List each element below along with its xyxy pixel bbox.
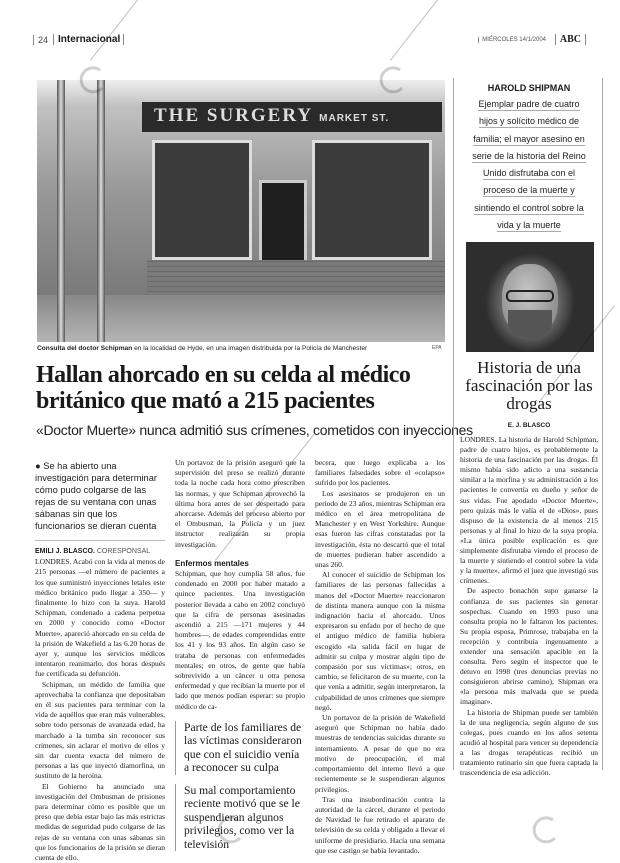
photo-pole <box>57 80 65 342</box>
paragraph: Schipman, un médido de familia que aprovechaba la confianza que depositaban en él sus pacientes para terminar con la vida de aquéllos que eran más vulnerables, sobre todo personas de avanzada edad, ha marchado a la tumba sin reconocer sus crímenes, sin aclarar el motivo de ellos y sin dar cuenta exacta del número de personas a las que inyectó diamorfina, un sustituto de la heroína. <box>35 679 165 781</box>
deck-line: sintiendo el control sobre la <box>474 202 584 213</box>
paragraph: Un portavoz de la prisión aseguró que la supervisión del preso se realizó durante toda la noche cada hora como prescriben las normas, y que Schipman aprovechó la última hora antes de ser despertado para ahorcarse. Además del proceso abierto por el Ombusman, la Policía y un juez instructor realizarán su propia investigación. <box>175 458 305 549</box>
sidebar-box <box>453 78 603 778</box>
page-header <box>33 34 586 48</box>
article-column-1 <box>35 460 165 863</box>
section-name: Internacional <box>53 34 124 45</box>
subheading: Enfermos mentales <box>175 558 249 568</box>
sidebar-article <box>454 359 604 778</box>
sign-small-text: MARKET ST. <box>319 113 390 124</box>
paragraph: Tras una insubordinación contra la autoridad de la cárcel, durante el periodo de Navidad le fue retirado el aparato de televisión de su celda y obligado a llevar el uniforme de presidiario. Hacía una semana que ese castigo se había levantado. <box>315 794 445 855</box>
sidebar-deck <box>458 96 600 234</box>
lead-summary: ● Se ha abierto una investigación para determinar cómo pudo colgarse de las rejas de su ventana con unas sábanas sin que los funcionarios se dieran cuenta <box>35 460 165 541</box>
byline-name: EMILI J. BLASCO. <box>35 548 95 555</box>
sidebar-byline: E. J. BLASCO <box>507 422 551 429</box>
paragraph: La historia de Shipman puede ser también la de una negligencia, según alguno de sus colegas, pues cuando en los años setenta acudió al hospital para vencer su dependencia a las drogas terapéuticas recibió un tratamiento rutinario sin que fuera captada la trascendencia de esa adicción. <box>460 707 598 778</box>
page-number: 24 <box>33 35 48 45</box>
article-column-3 <box>315 458 445 856</box>
portrait-glasses <box>506 290 554 302</box>
photo-window <box>312 140 432 260</box>
shipman-portrait <box>466 242 594 352</box>
deck-line: familia; el mayor asesino en <box>473 133 585 144</box>
deck-line: Ejemplar padre de cuatro <box>478 99 580 109</box>
photo-caption <box>37 345 427 352</box>
sidebar-title: Historia de una fascinación por las drogas <box>465 358 593 413</box>
subtitle: «Doctor Muerte» nunca admitió sus crímenes, cometidos con inyecciones <box>36 422 473 438</box>
byline <box>35 547 165 557</box>
lead-text: Se ha abierto una investigación para determinar cómo pudo colgarse de las rejas de su ventana con unas sábanas sin que los funcionarios se dieran cuenta <box>35 461 157 531</box>
paragraph: becera, que luego explicaba a los familiares falsedades sobre el «colapso» sufrido por los pacientes. <box>315 458 445 488</box>
paragraph: Schipman, que hoy cumplía 58 años, fue condenado en 2000 por haber matado a quince pacientes. Una investigación posterior llevada a cabo en 2002 concluyó que la cifra de personas asesinadas ascendió a 215 —171 mujeres y 44 hombres—, de edades comprendidas entre los 41 y los 93 años. En algún caso se trataba de personas con enfermedades mentales; en otros, de gente que había sobrevivido a un cáncer u otra penosa enfermedad y que recibían la muerte por el lado que menos podían esperar: su propio médico de ca- <box>175 569 305 711</box>
article-column-2 <box>175 458 305 851</box>
headline: Hallan ahorcado en su celda al médico británico que mató a 215 pacientes <box>36 362 411 414</box>
pull-quote: Parte de los familiares de las víctimas consideraron que con el suicidio venía a reconocer su culpa <box>175 721 305 775</box>
deck-line: proceso de la muerte y <box>483 185 575 196</box>
headline-block <box>36 362 473 438</box>
paragraph: Al conocer el suicidio de Schipman los familiares de las personas fallecidas a manos del «Doctor Muerte» reaccionaron de distinta manera aunque con la misma indignación hacia el ahorcado. Unos expresaron su enfado por el hecho de que el antiguo médico de familia hubiera escogido «la salida fácil en lugar de admitir su culpa y mostrar algún tipo de compasión por sus víctimas»; otros, en cambio, se felicitaron de su muerte, con la que venía a admitir, según interpretaron, la culpabilidad de unos crímenes que siempre negó. <box>315 570 445 712</box>
watermark-line <box>390 0 446 61</box>
paragraph: De aspecto bonachón supo ganarse la confianza de sus pacientes sin generar sospechas. Cuando en 1993 puso una consulta propia no le faltaron los pacientes. Su propia esposa, Primrose, trabajaba en la recepción y contribuía ingenuamente a extender una sensación apacible en la consulta. Pero según el inspector que le detuvo en 1998 (tres denuncias previas no consiguieron abrirse camino), Shipman era «la persona más malvada que se pueda imaginar». <box>460 586 598 707</box>
sidebar-label: HAROLD SHIPMAN <box>487 83 571 93</box>
surgery-photo <box>37 80 445 342</box>
portrait-beard <box>508 310 552 338</box>
sidebar-body <box>454 435 604 778</box>
deck-line: serie de la historia del Reino <box>472 150 586 161</box>
caption-bold: Consulta del doctor Schipman <box>37 345 133 352</box>
issue-date: MIÉRCOLES 14/1/2004 <box>478 37 546 43</box>
photo-pole <box>97 80 105 342</box>
paragraph: Los asesinatos se produjeron en un periodo de 23 años, mientras Schipman era médico en el área metropolitana de Manchester y en West Yorkshire. Aunque esas fueron las cifras constatadas por la investigación, ésta no descartó que el total de muertes pudieran haber ascendido a unas 260. <box>315 488 445 570</box>
deck-line: hijos y solícito médico de <box>478 116 580 127</box>
pull-quote: Su mal comportamiento reciente motivó que se le suspendieran algunos privilegios, como ver la televisión <box>175 784 305 852</box>
paragraph: El Gobierno ha anunciado una investigación del Ombusman de prisiones para determinar cómo es posible que un preso que debía estar bajo las más estrictas medidas de seguridad pudo colgarse de las rejas de su ventana con unas sábanas sin que los funcionarios de la prisión se dieran cuenta de ello. <box>35 781 165 863</box>
photo-shop-sign <box>142 102 442 132</box>
caption-text: en la localidad de Hyde, en una imagen distribuida por la Policía de Manchester <box>132 345 368 352</box>
sign-text: THE SURGERY <box>154 105 313 126</box>
byline-role: CORESPONSAL <box>96 548 151 555</box>
paragraph: LONDRES. Acabó con la vida al menos de 215 personas —el número de pacientes a los que suministró inyecciones letales este médico británico pudo llegar a 350— y finalmente lo hizo con la suya. Harold Schipman, condenado a cadena perpetua en 2000 y conocido como «Doctor Muerte», apareció ahorcado en su celda de la prisión de Wakefield a las 6.20 horas de ayer y, aunque los servicios médicos intentaron reanimarlo, dos horas después fue certificada su defunción. <box>35 557 165 679</box>
paragraph: LONDRES. La historia de Harold Schipman, padre de cuatro hijos, es probablemente la historia de una fascinación por las drogas. Él mismo había sido adicto a una sustancia similar a la morfina y su administración a los pacientes le convertía en dueño y señor de sus vidas. Fue apodado «Doctor Muerte», pero quizás más le valía el de «Dios», pues dispuso de la existencia de al menos 215 personas y al final lo hizo de la suya propia. «La única posible explicación es que simplemente disfrutaba viendo el proceso de la muerte y sintiendo el control sobre la vida y la muerte», afirmó el juez que investigó sus crímenes. <box>460 435 598 586</box>
photo-credit: EPA <box>432 345 442 351</box>
watermark-logo-mark <box>525 810 565 850</box>
deck-line: Unido disfrutaba con el <box>482 168 576 179</box>
photo-window <box>152 140 252 260</box>
photo-brick-wall <box>147 260 445 296</box>
paragraph: Un portavoz de la prisión de Wakefield aseguró que Schipman no había dado muestras de tendencias suicidas durante su internamiento. A pesar de que no era motivo de preocupación, el mal comportamiento del interno llevó a que recientemente se le suspendieran algunos privilegios. <box>315 713 445 794</box>
newspaper-logo: ABC <box>555 34 586 45</box>
deck-line: vida y la muerte <box>497 220 561 231</box>
watermark-line <box>90 0 146 61</box>
